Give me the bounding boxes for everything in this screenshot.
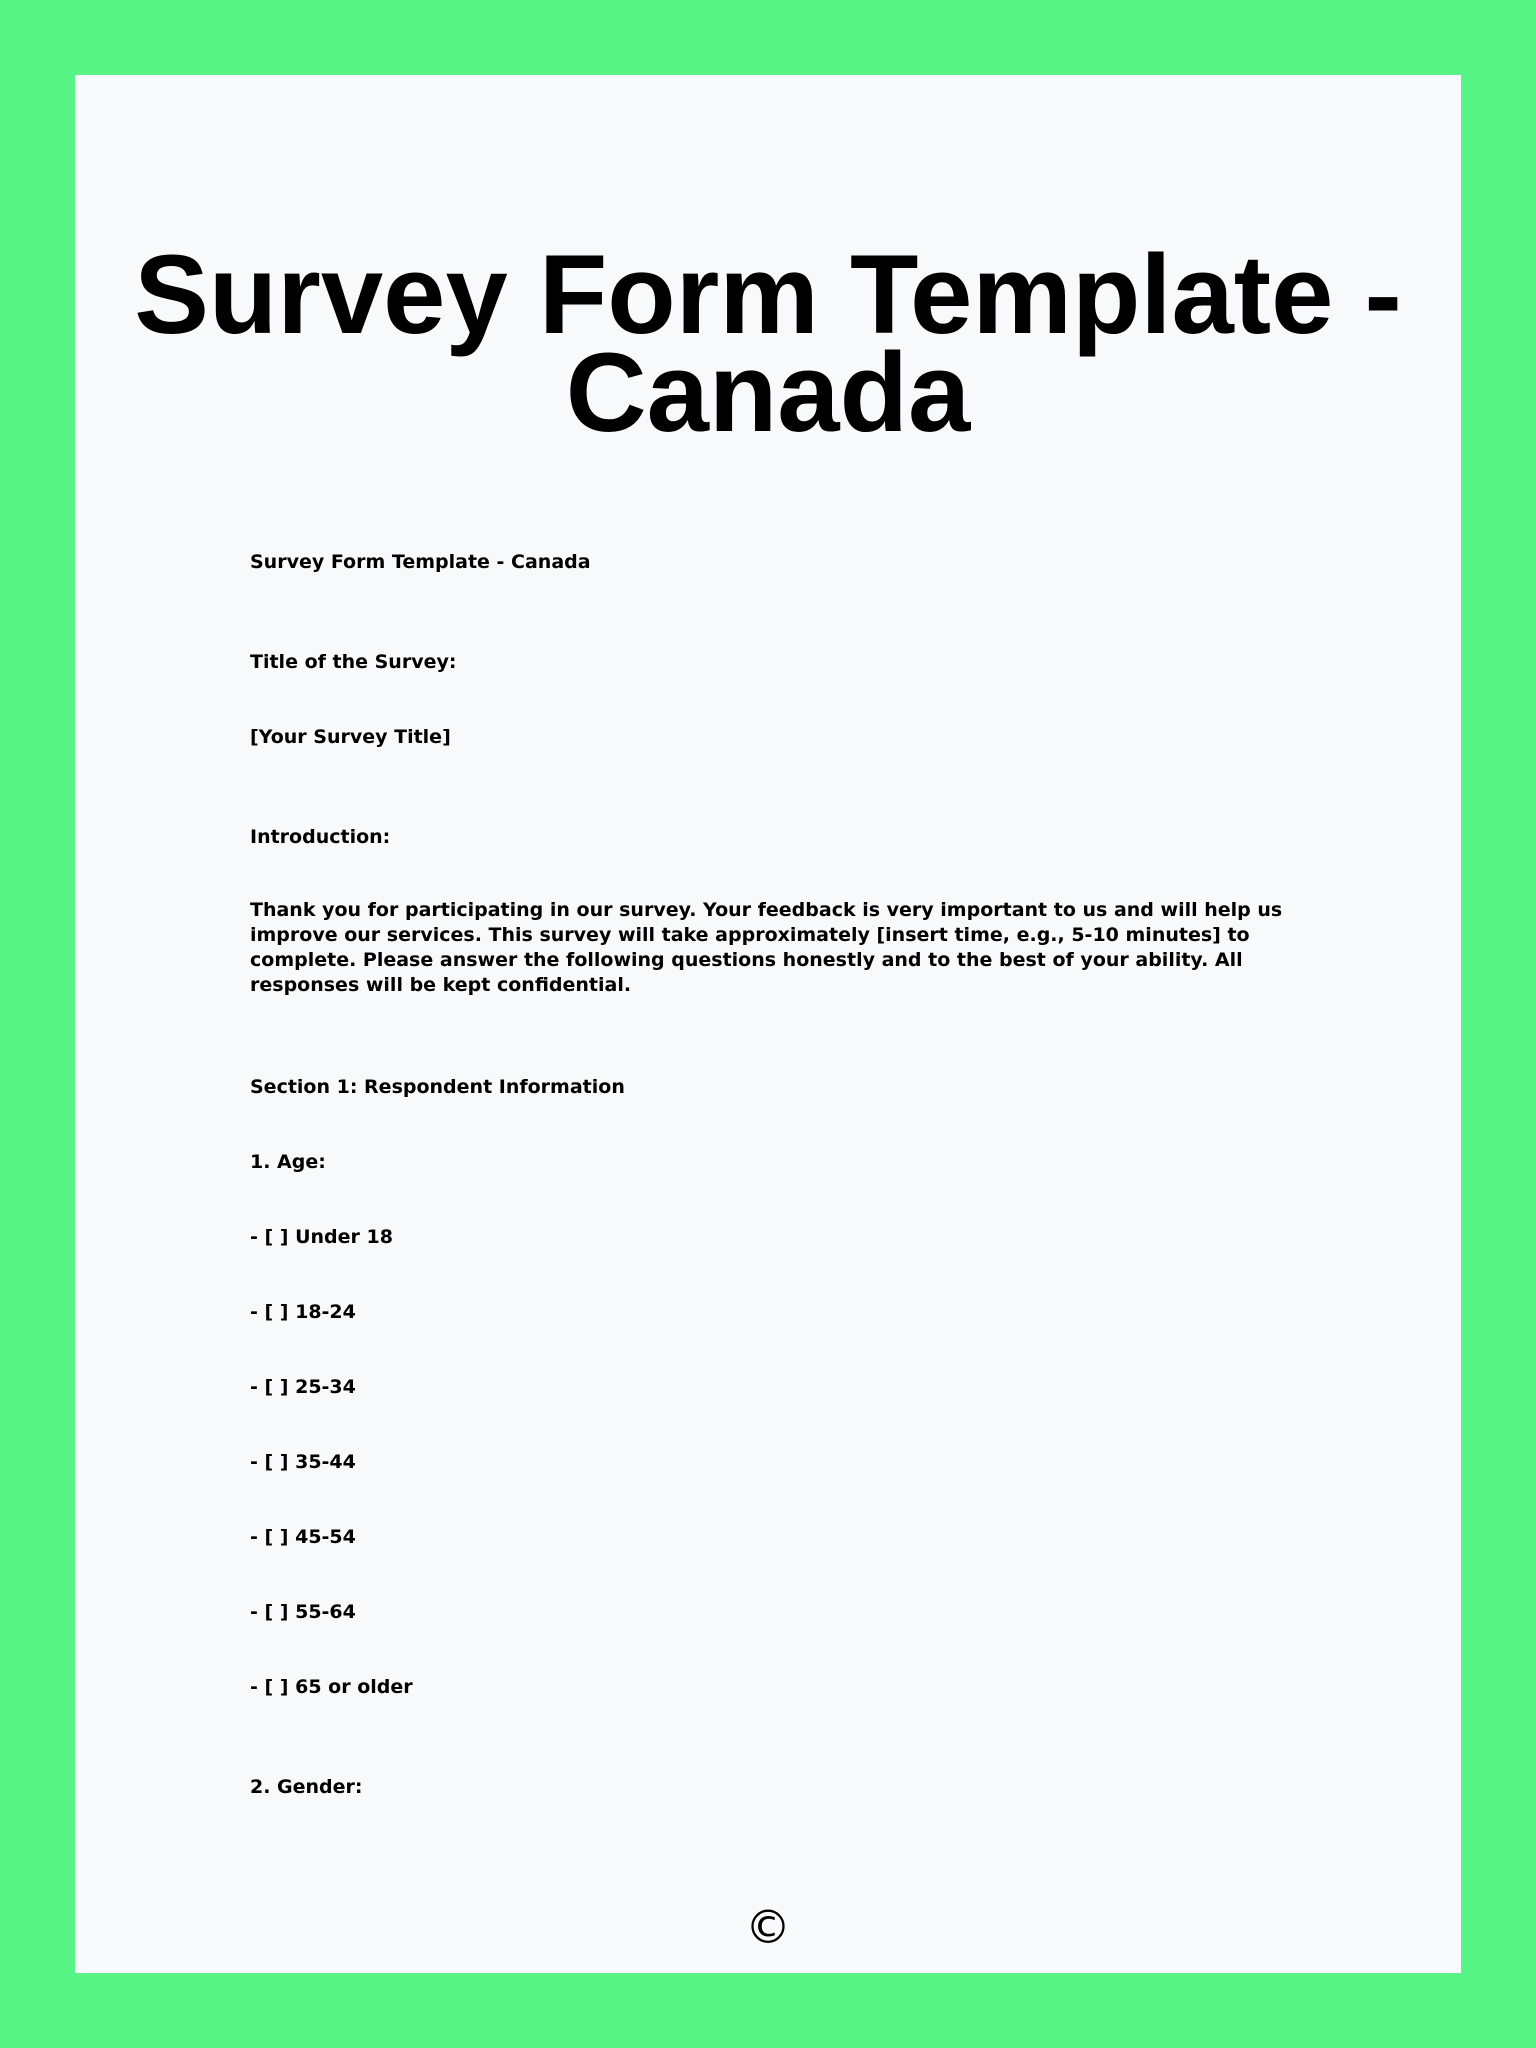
age-option-65-or-older: - [ ] 65 or older <box>250 1676 413 1698</box>
age-option-35-44: - [ ] 35-44 <box>250 1451 356 1473</box>
survey-title-label: Title of the Survey: <box>250 651 457 673</box>
question-gender-label: 2. Gender: <box>250 1776 363 1798</box>
age-option-18-24: - [ ] 18-24 <box>250 1301 356 1323</box>
age-option-under-18: - [ ] Under 18 <box>250 1226 393 1248</box>
age-option-25-34: - [ ] 25-34 <box>250 1376 356 1398</box>
header-line: Survey Form Template - Canada <box>250 551 591 573</box>
introduction-label: Introduction: <box>250 826 391 848</box>
document-title-text: Survey Form Template - Canada <box>134 232 1402 455</box>
copyright-icon: © <box>745 1900 791 1954</box>
survey-title-placeholder: [Your Survey Title] <box>250 726 451 748</box>
age-option-45-54: - [ ] 45-54 <box>250 1526 356 1548</box>
age-option-55-64: - [ ] 55-64 <box>250 1601 356 1623</box>
document-title <box>0 232 1536 455</box>
introduction-text: Thank you for participating in our survey. Your feedback is very important to us and will help us improve our services. This survey will take approximately [insert time, e.g., 5-10 minutes] to complete. Please answer the following questions honestly and to the best of your ability. All responses will be kept confidential. <box>250 899 1283 996</box>
section-1-heading: Section 1: Respondent Information <box>250 1076 625 1098</box>
question-age-label: 1. Age: <box>250 1151 326 1173</box>
